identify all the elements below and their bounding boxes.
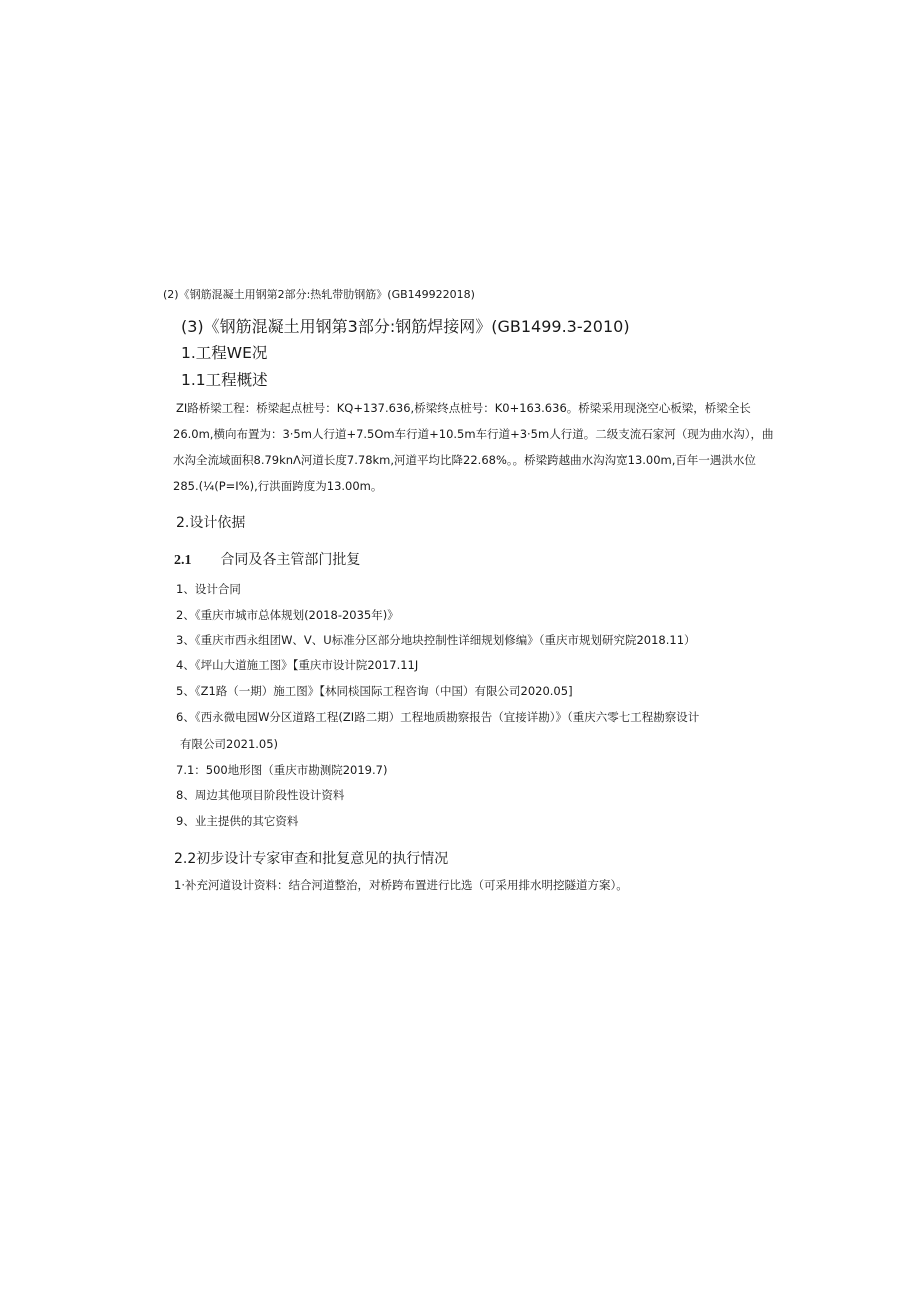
basis-item-4: 4、《坪山大道施工图》【重庆市设计院2017.11J <box>176 658 419 672</box>
section-2-heading: 2.设计依据 <box>176 515 246 531</box>
section-2-2-heading: 2.2初步设计专家审查和批复意见的执行情况 <box>174 851 449 867</box>
basis-item-1: 1、设计合同 <box>176 582 241 596</box>
reference-3: (3)《钢筋混凝土用钢第3部分:钢筋焊接网》(GB1499.3-2010) <box>181 317 630 336</box>
section-2-1-number: 2.1 <box>174 553 192 568</box>
basis-item-9: 9、业主提供的其它资料 <box>176 814 299 828</box>
section-1-heading: 1.工程WE况 <box>181 344 268 362</box>
basis-item-5: 5、《Z1路（一期）施工图》【林同棪国际工程咨询（中国）有限公司2020.05] <box>176 684 573 698</box>
basis-item-3: 3、《重庆市西永组团W、V、U标准分区部分地块控制性详细规划修编》（重庆市规划研究院2018.11） <box>176 633 696 647</box>
basis-item-8: 8、周边其他项目阶段性设计资料 <box>176 788 345 802</box>
basis-item-6: 6、《西永微电园W分区道路工程(ZI路二期）工程地质勘察报告（宜接详勘）》（重庆六零七工程勘察设计 <box>176 710 700 724</box>
review-item-1: 1·补充河道设计资料：结合河道整治，对桥跨布置进行比选（可采用排水明挖隧道方案）。 <box>174 878 628 892</box>
section-2-1-title: 合同及各主管部门批复 <box>220 552 361 568</box>
reference-2: (2)《钢筋混凝土用钢第2部分:热轧带肋钢筋》(GB149922018) <box>163 288 475 301</box>
overview-line-3: 水沟全流域面积8.79knΛ河道长度7.78km,河道平均比降22.68%。。桥梁跨越曲水沟沟宽13.00m,百年一遇洪水位 <box>173 453 756 467</box>
basis-item-2: 2、《重庆市城市总体规划(2018-2035年)》 <box>176 608 399 622</box>
section-2-1-heading <box>174 553 360 568</box>
basis-item-7: 7.1：500地形图（重庆市勘测院2019.7) <box>176 763 388 777</box>
basis-item-6-cont: 有限公司2021.05) <box>180 737 279 751</box>
overview-line-1: ZI路桥梁工程：桥梁起点桩号：KQ+137.636,桥梁终点桩号：K0+163.636。桥梁采用现浇空心板梁，桥梁全长 <box>176 401 751 415</box>
overview-line-4: 285.(¼(P=I%),行洪面跨度为13.00m。 <box>173 479 383 493</box>
overview-line-2: 26.0m,横向布置为：3·5m人行道+7.5Om车行道+10.5m车行道+3·5m人行道。二级支流石家河（现为曲水沟），曲 <box>173 427 774 441</box>
section-1-1-heading: 1.1工程概述 <box>181 371 268 389</box>
